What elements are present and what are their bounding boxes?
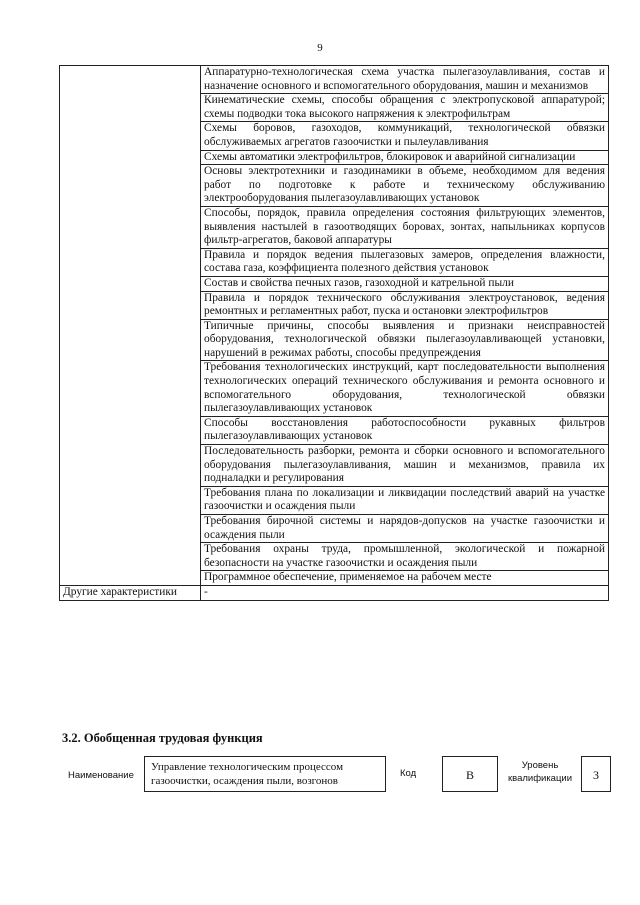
- knowledge-table-body: [60, 66, 609, 586]
- knowledge-item: Требования плана по локализации и ликвидации последствий аварий на участке газоочистки и осаждения пыли: [201, 486, 609, 514]
- knowledge-item: Правила и порядок технического обслуживания электроустановок, ведения ремонтных и регламентных работ, пуска и остановки электрофильтров: [201, 291, 609, 319]
- knowledge-item: Схемы автоматики электрофильтров, блокировок и аварийной сигнализации: [201, 150, 609, 165]
- knowledge-item: Кинематические схемы, способы обращения с электропусковой аппаратурой; схемы подводки тока высокого напряжения к электрофильтрам: [201, 94, 609, 122]
- knowledge-item: Состав и свойства печных газов, газоходной и катрельной пыли: [201, 276, 609, 291]
- qualification-level-label: Уровень квалификации: [507, 760, 573, 784]
- knowledge-item: Требования технологических инструкций, карт последовательности выполнения технологических операций технического обслуживания и ремонта основного и вспомогательного оборудования, технологической обвязки пылегазоулавливающих установок: [201, 361, 609, 416]
- page-number: 9: [317, 42, 323, 54]
- generalized-function-row: [62, 756, 612, 796]
- knowledge-item: Последовательность разборки, ремонта и сборки основного и вспомогательного оборудования пылегазоулавливания, машин и механизмов, правила их подналадки и регулирования: [201, 445, 609, 487]
- knowledge-item: Правила и порядок ведения пылегазовых замеров, определения влажности, состава газа, коэффициента полезного действия установок: [201, 248, 609, 276]
- knowledge-item: Способы восстановления работоспособности рукавных фильтров пылегазоулавливающих установок: [201, 416, 609, 444]
- qualification-level-value: 3: [581, 756, 611, 792]
- knowledge-item: Схемы боровов, газоходов, коммуникаций, технологической обвязки обслуживаемых агрегатов газоочистки и пылеулавливания: [201, 122, 609, 150]
- table-row: [60, 66, 609, 94]
- section-heading: 3.2. Обобщенная трудовая функция: [62, 731, 263, 745]
- other-characteristics-label: Другие характеристики: [60, 585, 201, 600]
- knowledge-item: Аппаратурно-технологическая схема участка пылегазоулавливания, состав и назначение основного и вспомогательного оборудования, машин и механизмов: [201, 66, 609, 94]
- knowledge-table: [59, 65, 609, 601]
- knowledge-item: Способы, порядок, правила определения состояния фильтрующих элементов, выявления настылей в газоотводящих боровах, зонтах, напыльниках корпусов фильтр-агрегатов, баковой аппаратуры: [201, 206, 609, 248]
- knowledge-item: Типичные причины, способы выявления и признаки неисправностей оборудования, технологической обвязки пылегазоулавливающей установки, нарушений в режимах работы, способы предупреждения: [201, 319, 609, 361]
- other-characteristics: [60, 585, 609, 600]
- row-label-empty: [60, 66, 201, 586]
- knowledge-item: Требования охраны труда, промышленной, экологической и пожарной безопасности на участке газоочистки и осаждения пыли: [201, 543, 609, 571]
- knowledge-item: Требования бирочной системы и нарядов-допусков на участке газоочистки и осаждения пыли: [201, 515, 609, 543]
- table-row: [60, 585, 609, 600]
- knowledge-item: Программное обеспечение, применяемое на рабочем месте: [201, 571, 609, 586]
- name-label: Наименование: [68, 770, 134, 781]
- other-characteristics-value: -: [201, 585, 609, 600]
- name-value: Управление технологическим процессом газоочистки, осаждения пыли, возгонов: [144, 756, 386, 792]
- knowledge-item: Основы электротехники и газодинамики в объеме, необходимом для ведения работ по подготовке к работе и техническому обслуживанию электрооборудования пылегазоулавливающих установок: [201, 165, 609, 207]
- code-label: Код: [400, 768, 417, 779]
- code-value: B: [442, 756, 498, 792]
